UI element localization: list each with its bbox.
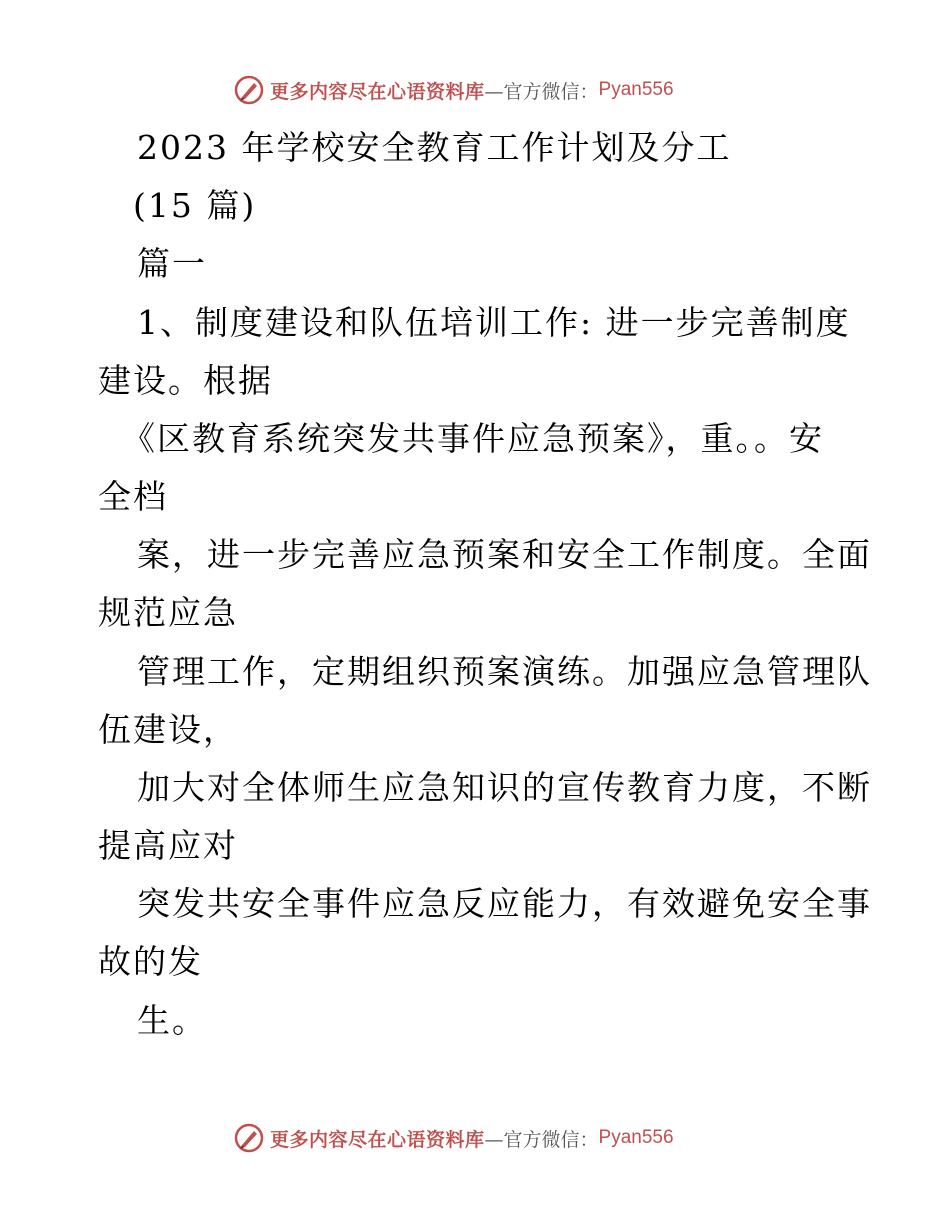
quill-logo-icon: [234, 1123, 264, 1153]
body-line: 突发共安全事件应急反应能力，有效避免安全事: [137, 884, 872, 923]
body-line: 1、制度建设和队伍培训工作: 进一步完善制度: [137, 303, 851, 342]
banner-main-text: 更多内容尽在心语资料库: [270, 1128, 485, 1151]
body-line: 故的发: [98, 942, 203, 981]
header-banner: [234, 73, 674, 107]
body-line: 全档: [98, 477, 168, 516]
body-line: 管理工作，定期组织预案演练。加强应急管理队: [137, 652, 872, 691]
document-title: 2023 年学校安全教育工作计划及分工: [137, 128, 732, 167]
banner-main-text: 更多内容尽在心语资料库: [270, 80, 485, 103]
body-line: 建设。根据: [98, 361, 273, 400]
banner-sub-text: —官方微信：: [484, 80, 599, 103]
body-line: 《区教育系统突发共事件应急预案》，重。。安: [122, 419, 824, 458]
banner-wechat-id: Pyan556: [598, 1127, 674, 1148]
quill-logo-icon: [234, 75, 264, 105]
document-subtitle: (15 篇): [133, 186, 257, 225]
banner-sub-text: —官方微信：: [484, 1128, 599, 1151]
body-line: 规范应急: [98, 593, 238, 632]
body-line: 生。: [137, 1001, 207, 1040]
footer-banner: [234, 1121, 674, 1155]
body-line: 案，进一步完善应急预案和安全工作制度。全面: [137, 535, 872, 574]
body-line: 提高应对: [98, 826, 238, 865]
section-heading: 篇一: [137, 244, 207, 283]
body-line: 伍建设，: [98, 710, 238, 749]
banner-wechat-id: Pyan556: [598, 79, 674, 100]
body-line: 加大对全体师生应急知识的宣传教育力度，不断: [137, 768, 872, 807]
